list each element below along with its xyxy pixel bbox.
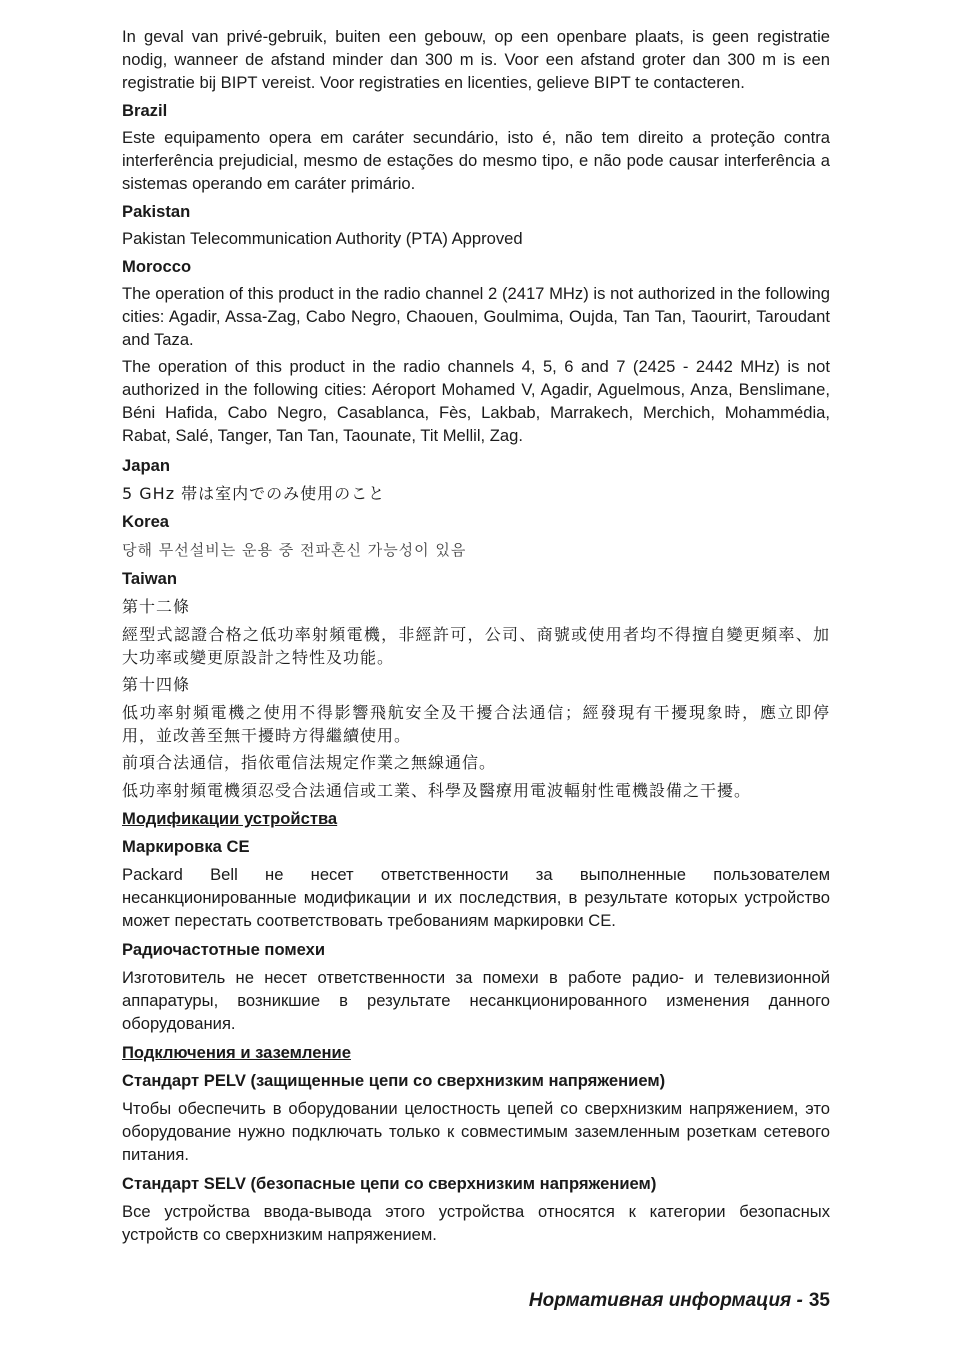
pelv-paragraph: Чтобы обеспечить в оборудовании целостность цепей со сверхнизким напряжением, это оборудование нужно подключать только к совместимым заземленным розеткам сетевого питания. [122, 1099, 830, 1164]
morocco-paragraph-2: The operation of this product in the radio channels 4, 5, 6 and 7 (2425 - 2442 MHz) is not authorized in the following cities: Aéroport Mohamed V, Agadir, Aguelmous, Anza, Benslimane, Béni Hafida, Cabo Negro, Casablanca, Fès, Lakbab, Marrakech, Merchich, Mohammédia, Rabat, Salé, Tanger, Tan Tan, Taounate, Tit Mellil, Zag. [122, 357, 830, 445]
selv-paragraph: Все устройства ввода-вывода этого устройства относятся к категории безопасных устройств со сверхнизким напряжением. [122, 1202, 830, 1244]
pakistan-paragraph: Pakistan Telecommunication Authority (PTA) Approved [122, 229, 523, 248]
morocco-paragraph-1: The operation of this product in the radio channel 2 (2417 MHz) is not authorized in the following cities: Agadir, Assa-Zag, Cabo Negro, Chaouen, Goulmima, Oujda, Tan Tan, Taourirt, Taroudant and Taza. [122, 284, 830, 349]
taiwan-article-12-text: 經型式認證合格之低功率射頻電機，非經許可，公司、商號或使用者均不得擅自變更頻率、加大功率或變更原設計之特性及功能。 [122, 625, 830, 667]
brazil-heading: Brazil [122, 101, 168, 120]
footer-section-title: Нормативная информация - [528, 1290, 803, 1311]
taiwan-article-12-title: 第十二條 [122, 597, 191, 616]
selv-heading: Стандарт SELV (безопасные цепи со сверхнизким напряжением) [122, 1174, 657, 1193]
modifications-heading: Модификации устройства [122, 809, 338, 828]
morocco-heading: Morocco [122, 257, 192, 276]
japan-heading: Japan [122, 456, 170, 475]
rf-interference-heading: Радиочастотные помехи [122, 940, 326, 959]
taiwan-heading: Taiwan [122, 569, 178, 588]
korea-paragraph: 당해 무선설비는 운용 중 전파혼신 가능성이 있음 [122, 541, 467, 559]
pelv-heading: Стандарт PELV (защищенные цепи со сверхнизким напряжением) [122, 1071, 666, 1090]
ce-marking-paragraph: Packard Bell не несет ответственности за выполненные пользователем несанкционированные модификации и их последствия, в результате которых устройство может перестать соответствовать требованиям маркировки CE. [122, 865, 830, 930]
pakistan-heading: Pakistan [122, 202, 191, 221]
rf-interference-paragraph: Изготовитель не несет ответственности за помехи в работе радио- и телевизионной аппаратуры, возникшие в результате несанкционированного изменения данного оборудования. [122, 968, 830, 1033]
ce-marking-heading: Маркировка CE [122, 837, 250, 856]
page-number: 35 [808, 1290, 830, 1311]
document-body [122, 25, 830, 1246]
brazil-paragraph: Este equipamento opera em caráter secundário, isto é, não tem direito a proteção contra interferência prejudicial, mesmo de estações do mesmo tipo, e não pode causar interferência a sistemas operando em caráter primário. [122, 128, 830, 193]
taiwan-article-14-text-1: 低功率射頻電機之使用不得影響飛航安全及干擾合法通信；經發現有干擾現象時，應立即停用，並改善至無干擾時方得繼續使用。 [122, 703, 830, 745]
connections-grounding-heading: Подключения и заземление [122, 1043, 351, 1062]
taiwan-article-14-text-2: 前項合法通信，指依電信法規定作業之無線通信。 [122, 753, 497, 772]
page-footer [529, 1290, 830, 1312]
japan-paragraph: 5 GHz 帯は室内でのみ使用のこと [122, 484, 386, 503]
intro-paragraph: In geval van privé-gebruik, buiten een gebouw, op een openbare plaats, is geen registratie nodig, wanneer de afstand minder dan 300 m is. Voor een afstand groter dan 300 m is een registratie bij BIPT vereist. Voor registraties en licenties, gelieve BIPT te contacteren. [122, 27, 830, 92]
korea-heading: Korea [122, 512, 170, 531]
taiwan-article-14-title: 第十四條 [122, 675, 191, 694]
taiwan-article-14-text-3: 低功率射頻電機須忍受合法通信或工業、科學及醫療用電波輻射性電機設備之干擾。 [122, 781, 752, 800]
